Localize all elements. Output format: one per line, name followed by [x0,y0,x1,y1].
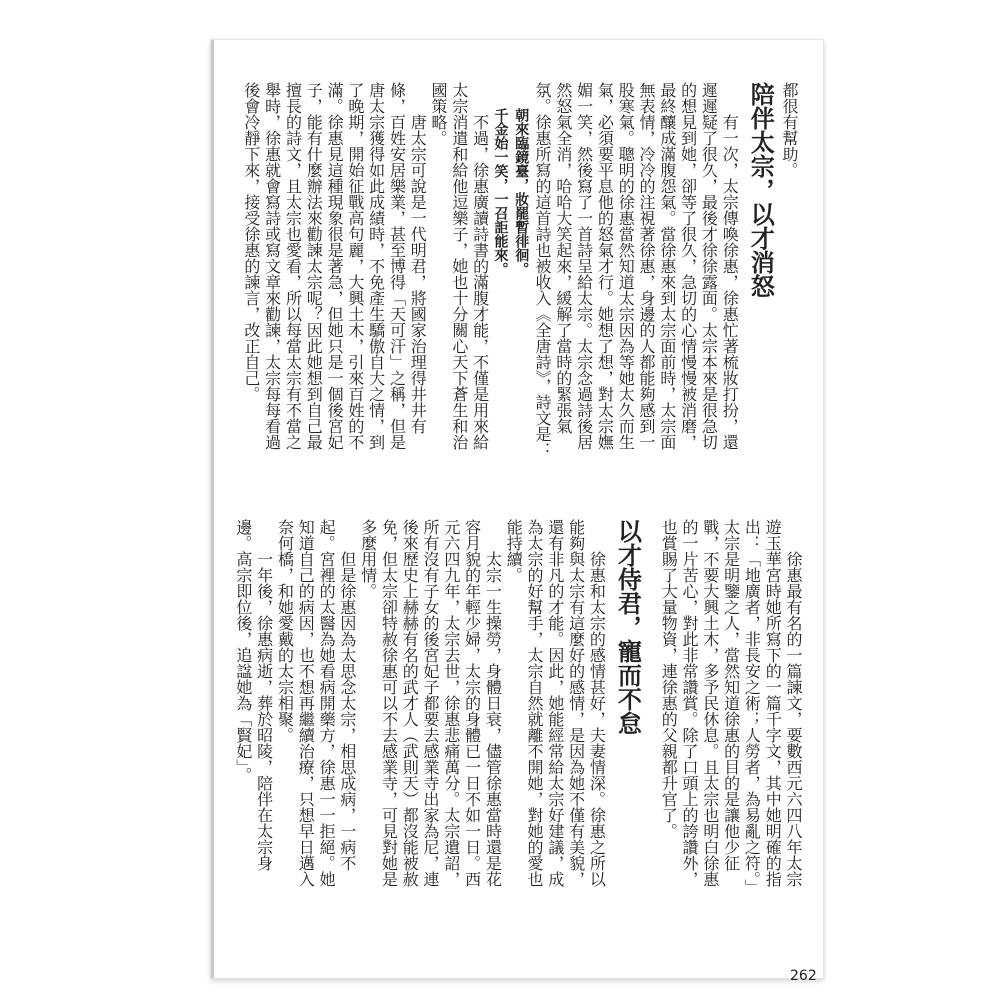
intro-tail: 都很有幫助。 [780,82,799,178]
section-heading-2: 以才侍君，寵而不怠 [613,519,642,735]
poem-line-2: 千金始一笑，一召詎能來。 [492,108,509,276]
upper-text-block [241,82,799,462]
paragraph-6: 太宗一生操勞，身體日衰，儘管徐惠當時還是花容月貌的年輕少婦，太宗的身體已一日不如一日。西元六四九年，太宗去世，徐惠悲痛萬分。太宗遺詔，所有沒有子女的後宮妃子都要去感業寺出家為尼，連後來歷史上赫赫有名的武才人（武則天）都沒能被赦免，但太宗卻特赦徐惠可以不去感業寺，可見對她是多麼用情。 [358,519,503,887]
section-heading-1: 陪伴太宗，以才消怒 [746,82,775,298]
poem-line-1: 朝來臨鏡臺，妝罷暫徘徊。 [513,108,530,276]
paragraph-5: 徐惠和太宗的感情甚好，夫妻情深。徐惠之所以能夠與太宗有這麼好的感情，是因為她不僅有美貌，還有非凡的才能。因此，她能經常給太宗好建議，成為太宗的好幫手，太宗自然就離不開她，對她的愛也能持續。 [504,519,607,887]
book-page [211,40,823,978]
page-number: 262 [790,968,817,984]
paragraph-8: 一年後，徐惠病逝，葬於昭陵，陪伴在太宗身邊。高宗即位後，追諡她為「賢妃」。 [233,519,274,871]
paragraph-4: 徐惠最有名的一篇諫文，要數西元六四八年太宗遊玉華宮時她所寫下的一篇千字文，其中她明確的指出：「地廣者，非長安之術；人勞者，為易亂之符。」太宗是明鑒之人，當然知道徐惠的目的是讓他少征戰，不要大興土木，多予民休息。且太宗也明白徐惠的一片苦心，對此非常讚賞。除了口頭上的誇讚外，也賞賜了大量物資，連徐惠的父親都升官了。 [659,519,803,895]
paragraph-7: 但是徐惠因為太思念太宗，相思成病，一病不起。宮裡的太醫為她看病開藥方，徐惠一一拒絕。她知道自己的病因，也不想再繼續治療，只想早日邁入奈何橋，和她愛戴的太宗相聚。 [275,519,357,887]
paragraph-2: 不過，徐惠廣讀詩書的滿腹才能，不僅是用來給太宗消遣和給他逗樂子，她也十分關心天下蒼生和治國策略。 [429,82,490,450]
paragraph-1: 有一次，太宗傳喚徐惠，徐惠忙著梳妝打扮，還遲遲疑了很久，最後才徐徐露面。太宗本來是很急切的想見到她，卻等了很久，急切的心情慢慢被消磨，最終釀成滿腹怨氣。當徐惠來到太宗面前時，太宗面無表情，冷冷的注視著徐惠，身邊的人都能夠感到一股寒氣。聰明的徐惠當然知道太宗因為等她太久而生氣，必須要平息他的怒氣才行。她想了想，對太宗嫵媚一笑，然後寫了一首詩呈給太宗。太宗念過詩後居然怒氣全消，哈哈大笑起來，緩解了當時的緊張氣氛。徐惠所寫的這首詩也被收入《全唐詩》，詩文是： [533,82,740,458]
paragraph-3: 唐太宗可說是一代明君，將國家治理得井井有條，百姓安居樂業，甚至博得「天可汗」之稱，但是唐太宗獲得如此成績時，不免產生驕傲自大之情，到了晚期，開始征戰高句麗，大興土木，引來百姓的不滿。徐惠見這種現象很是著急，但她只是一個後宮妃子，能有什麼辦法來勸諫太宗呢？因此她想到自己最擅長的詩文，且太宗也愛看，所以每當太宗有不當之舉時，徐惠就會寫詩或寫文章來勸諫，太宗每每看過後會冷靜下來，接受徐惠的諫言，改正自己。 [241,82,428,450]
lower-text-block [233,519,803,899]
